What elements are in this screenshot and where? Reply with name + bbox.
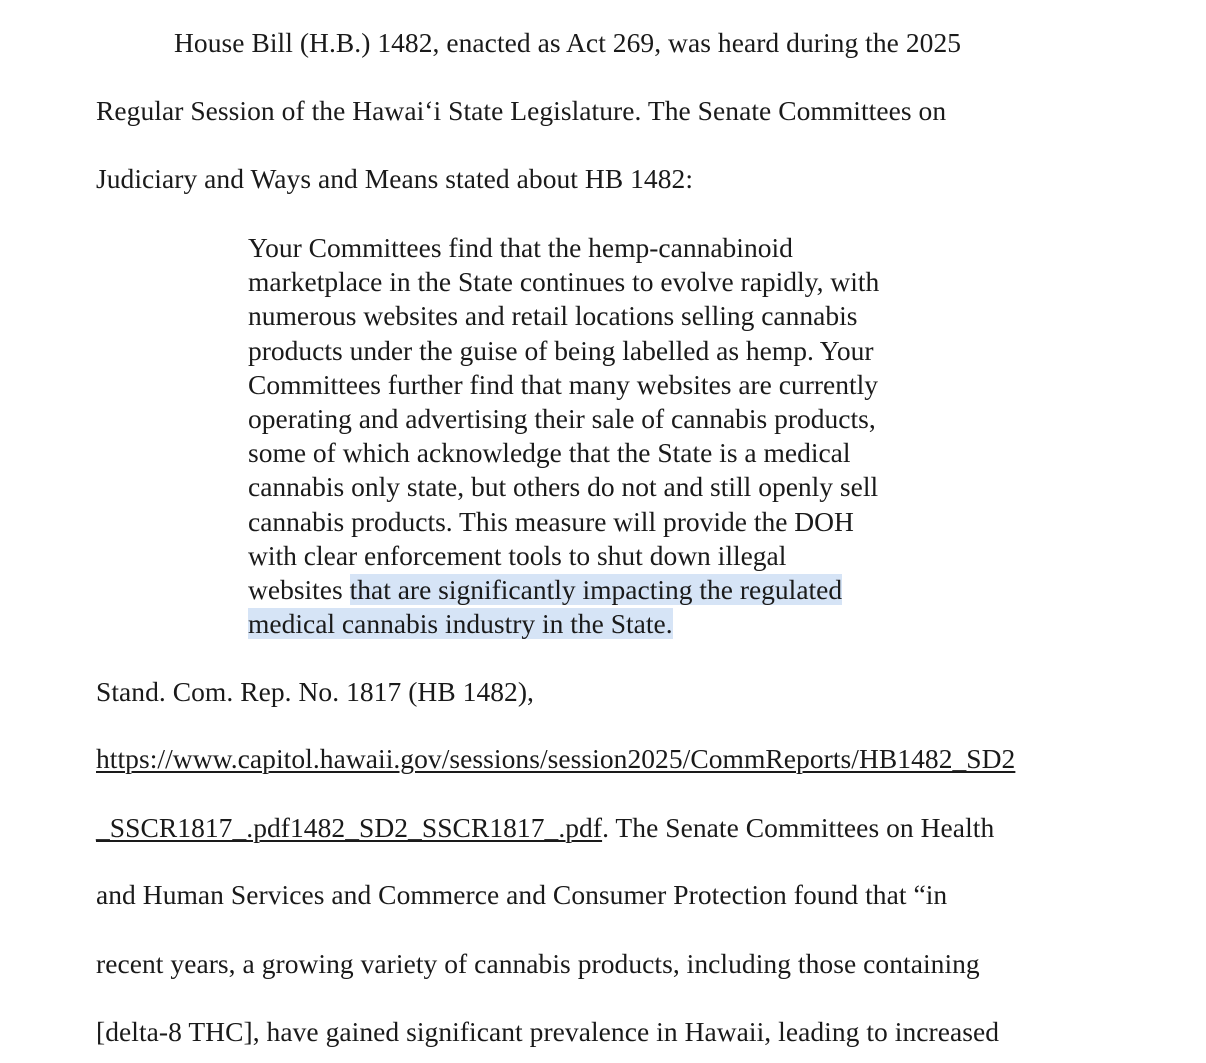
quote-line: numerous websites and retail locations selling cannabis	[248, 300, 858, 332]
paragraph-line: Judiciary and Ways and Means stated about HB 1482:	[96, 163, 694, 194]
paragraph-line: House Bill (H.B.) 1482, enacted as Act 269, was heard during the 2025	[174, 27, 962, 58]
paragraph-line: Regular Session of the Hawai‘i State Legislature. The Senate Committees on	[96, 95, 947, 126]
quote-text: websites	[248, 573, 350, 605]
text-selection-highlight[interactable]: medical cannabis industry in the State.	[248, 608, 673, 640]
citation-url-link-continued[interactable]: _SSCR1817_.pdf1482_SD2_SSCR1817_.pdf	[96, 812, 603, 843]
paragraph-line: [delta-8 THC], have gained significant prevalence in Hawaii, leading to increased	[96, 1016, 1000, 1047]
paragraph-text: . The Senate Committees on Health	[602, 812, 995, 843]
quote-line: cannabis products. This measure will provide the DOH	[248, 505, 854, 537]
paragraph-line: and Human Services and Commerce and Consumer Protection found that “in	[96, 879, 948, 910]
text-selection-highlight[interactable]: that are significantly impacting the regulated	[349, 573, 843, 605]
quote-line: marketplace in the State continues to evolve rapidly, with	[248, 266, 880, 298]
paragraph-line: recent years, a growing variety of cannabis products, including those containing	[96, 948, 980, 979]
block-quote	[248, 231, 948, 641]
quote-line: products under the guise of being labelled as hemp. Your	[248, 334, 874, 366]
quote-line: operating and advertising their sale of cannabis products,	[248, 402, 876, 434]
quote-line: cannabis only state, but others do not and still openly sell	[248, 471, 879, 503]
quote-line: Your Committees find that the hemp-cannabinoid	[248, 232, 793, 263]
citation-line: Stand. Com. Rep. No. 1817 (HB 1482),	[96, 676, 534, 707]
quote-line: with clear enforcement tools to shut down illegal	[248, 539, 787, 571]
url-line	[96, 812, 994, 844]
quote-line: Committees further find that many websites are currently	[248, 368, 879, 400]
quote-line	[248, 573, 948, 607]
quote-line: some of which acknowledge that the State is a medical	[248, 437, 851, 469]
url-line	[96, 743, 1015, 775]
quote-line	[248, 607, 948, 641]
citation-url-link[interactable]: https://www.capitol.hawaii.gov/sessions/session2025/CommReports/HB1482_SD2	[96, 743, 1016, 774]
